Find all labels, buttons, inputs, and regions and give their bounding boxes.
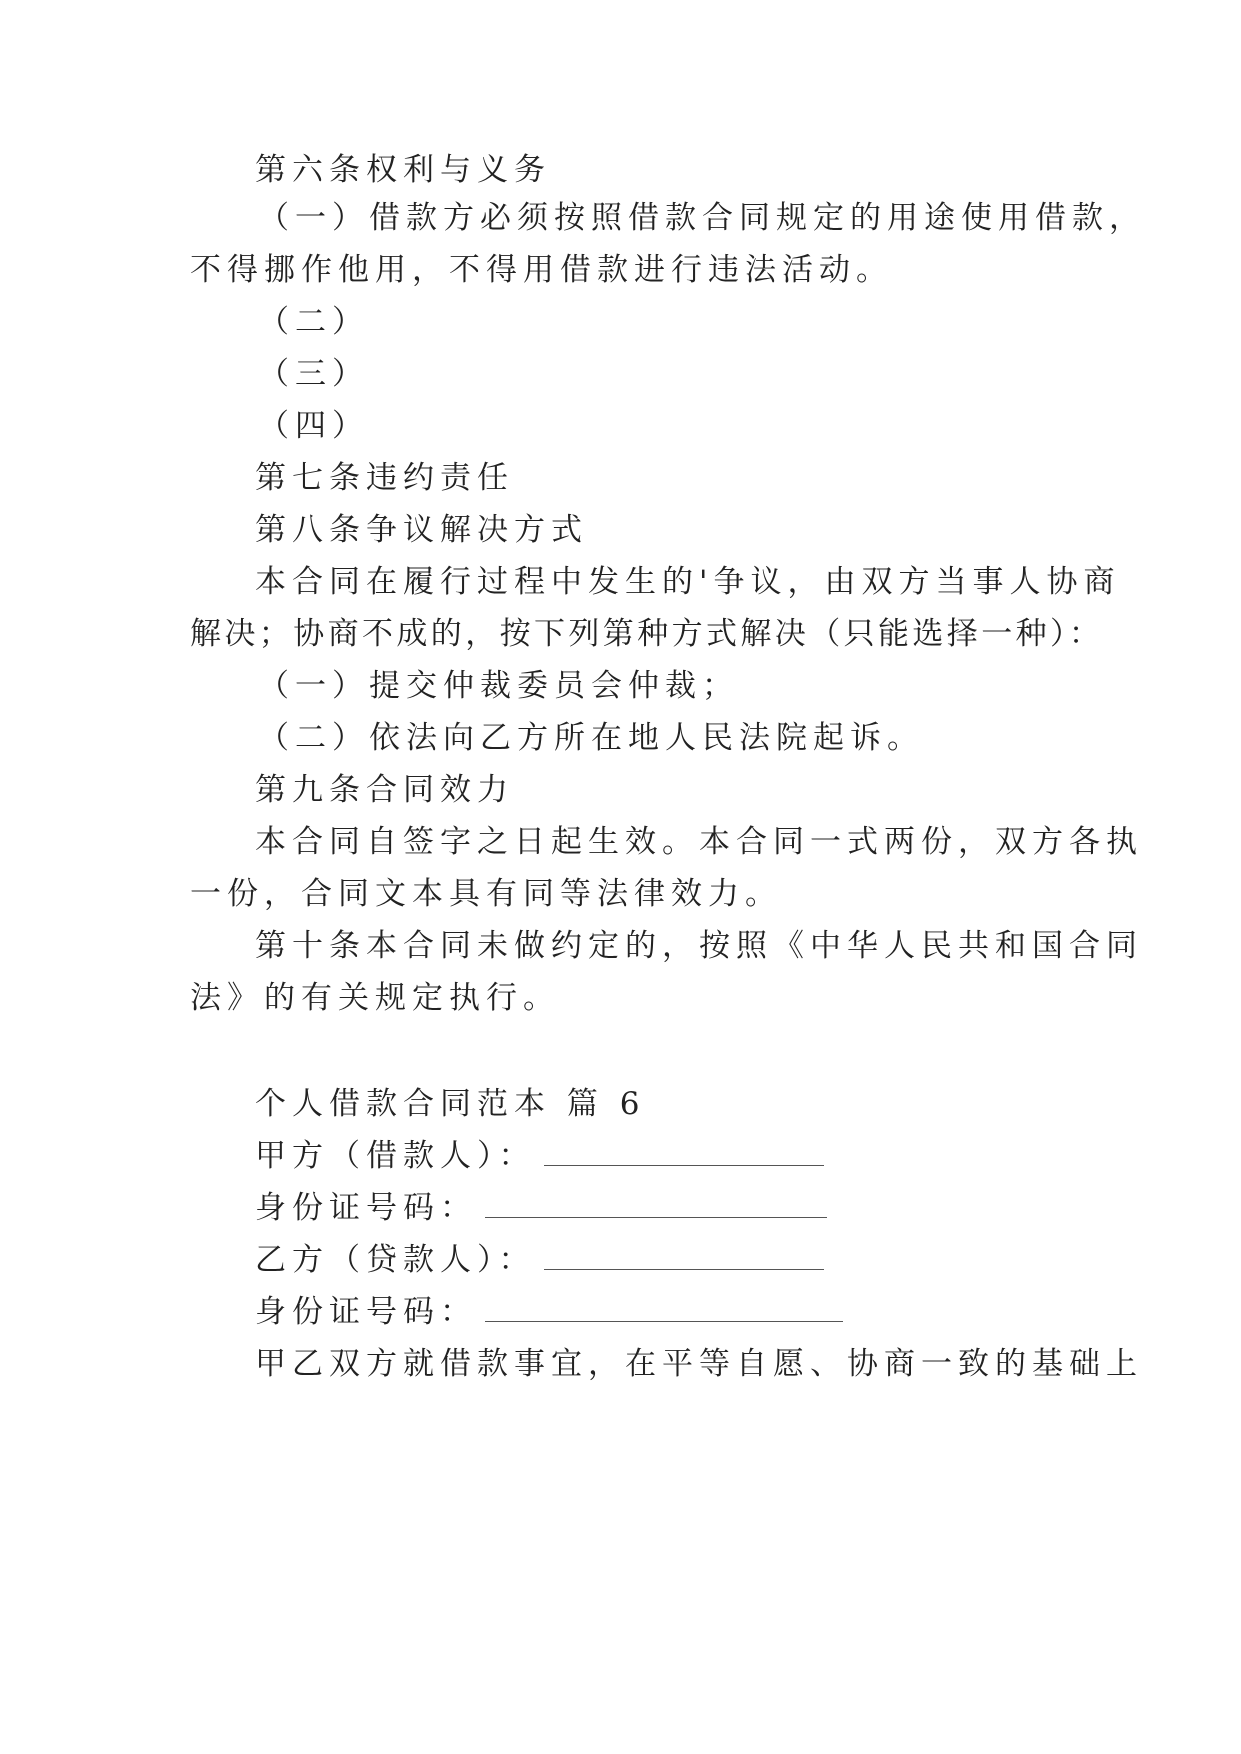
party-a-label: 甲方（借款人）：	[255, 1138, 536, 1174]
article-6-item-1-line-1: （一）借款方必须按照借款合同规定的用途使用借款，	[258, 200, 1146, 236]
party-a-row	[255, 1136, 824, 1176]
article-8-option-2: （二）依法向乙方所在地人民法院起诉。	[258, 720, 924, 756]
party-b-label: 乙方（贷款人）：	[255, 1242, 536, 1278]
article-8-heading: 第八条争议解决方式	[255, 512, 588, 548]
article-9-heading: 第九条合同效力	[255, 772, 514, 808]
article-7-heading: 第七条违约责任	[255, 460, 514, 496]
party-b-fill-blank	[544, 1241, 824, 1270]
party-b-row	[255, 1240, 824, 1280]
party-a-id-row	[255, 1188, 827, 1228]
article-6-item-2: （二）	[258, 304, 369, 340]
party-b-id-row	[255, 1292, 843, 1332]
article-9-text-line-2: 一份，合同文本具有同等法律效力。	[190, 876, 782, 912]
party-b-id-fill-blank	[485, 1293, 843, 1322]
agreement-intro-line: 甲乙双方就借款事宜，在平等自愿、协商一致的基础上	[255, 1346, 1143, 1382]
party-b-id-label: 身份证号码：	[255, 1294, 477, 1330]
article-8-text-line-1: 本合同在履行过程中发生的'争议，由双方当事人协商	[255, 564, 1121, 600]
party-a-id-label: 身份证号码：	[255, 1190, 477, 1226]
party-a-fill-blank	[544, 1137, 824, 1166]
article-6-heading: 第六条权利与义务	[255, 152, 551, 188]
article-6-item-1-line-2: 不得挪作他用，不得用借款进行违法活动。	[190, 252, 893, 288]
article-9-text-line-1: 本合同自签字之日起生效。本合同一式两份，双方各执	[255, 824, 1143, 860]
section-title: 个人借款合同范本 篇 6	[255, 1086, 646, 1122]
article-6-item-3: （三）	[258, 356, 369, 392]
article-6-item-4: （四）	[258, 408, 369, 444]
article-8-option-1: （一）提交仲裁委员会仲裁；	[258, 668, 739, 704]
party-a-id-fill-blank	[485, 1189, 827, 1218]
article-10-text-line-1: 第十条本合同未做约定的，按照《中华人民共和国合同	[255, 928, 1143, 964]
article-10-text-line-2: 法》的有关规定执行。	[190, 980, 560, 1016]
article-8-text-line-2: 解决；协商不成的，按下列第种方式解决（只能选择一种）：	[190, 616, 1104, 652]
